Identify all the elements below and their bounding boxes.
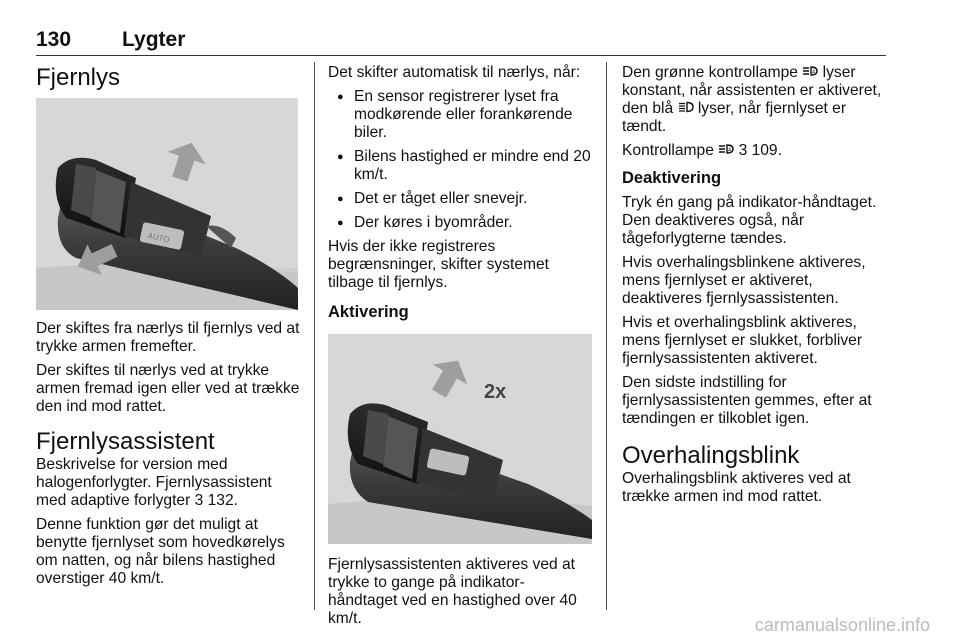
section-title-fjernlys: Fjernlys xyxy=(36,64,121,91)
paragraph-fallback: Hvis der ikke registreres begrænsninger, skifter systemet tilbage til fjernlys. xyxy=(328,238,550,291)
column-2-body xyxy=(328,556,594,634)
paragraph-auto-switch-intro: Det skifter automatisk til nærlys, når: xyxy=(328,64,581,81)
subsection-title-activation: Aktivering xyxy=(328,303,409,321)
svg-text:A: A xyxy=(728,147,732,154)
chapter-title: Lygter xyxy=(122,28,186,51)
condition-list xyxy=(328,88,594,232)
stalk-figure-high-beam xyxy=(36,98,298,310)
column-1-body xyxy=(36,320,304,594)
figure-label-2x: 2x xyxy=(484,381,507,403)
paragraph-activation: Fjernlysassistenten aktiveres ved at trykke to gange på indikator-håndtaget ved en hastighed over 40 km/t. xyxy=(328,556,577,627)
paragraph-deactivate: Tryk én gang på indikator-håndtaget. Den deaktiveres også, når tågeforlygterne tændes. xyxy=(622,194,877,247)
page-reference-icon-link[interactable]: 3 132. xyxy=(194,492,238,509)
column-divider-1 xyxy=(314,62,315,610)
stalk-illustration xyxy=(36,98,298,310)
auto-high-beam-icon xyxy=(718,142,734,160)
watermark-text: carmanualsonline.info xyxy=(754,615,930,635)
header-rule xyxy=(36,55,886,56)
section-title-overtaking: Overhalingsblink xyxy=(622,442,800,469)
paragraph-assistant-desc-text: Beskrivelse for version med halogenforlygter. Fjernlysassistent med adaptive forlygter xyxy=(36,456,272,509)
paragraph-flash-off: Hvis et overhalingsblink aktiveres, mens fjernlyset er slukket, forbliver fjernlysassistenten aktiveret. xyxy=(622,314,863,367)
paragraph-high-beam-off: Der skiftes til nærlys ved at trykke armen fremad igen eller ved at trække den ind mod rattet. xyxy=(36,362,300,415)
list-item: ● Der køres i byområder. xyxy=(328,214,594,232)
section-title-assistant: Fjernlysassistent xyxy=(36,428,215,455)
stalk-figure-activation xyxy=(328,334,592,544)
auto-high-beam-icon xyxy=(802,64,818,82)
svg-text:AUTO: AUTO xyxy=(146,231,171,245)
list-item: ● Det er tåget eller snevejr. xyxy=(328,190,594,208)
list-item: ● Bilens hastighed er mindre end 20 km/t. xyxy=(328,148,594,184)
page-reference-link[interactable]: 3 109. xyxy=(738,142,782,159)
svg-text:A: A xyxy=(812,69,816,76)
high-beam-icon xyxy=(678,100,694,118)
column-2 xyxy=(328,64,594,322)
lamp-ref-text: Kontrollampe xyxy=(622,142,719,159)
paragraph-assistant-function: Denne funktion gør det muligt at benytte fjernlyset som hovedkørelys om natten, og når bilens hastighed overstiger 40 km/t. xyxy=(36,516,285,587)
list-item: ● En sensor registrerer lyset fra modkørende eller forankørende biler. xyxy=(328,88,594,142)
column-3 xyxy=(622,64,892,512)
lamp-text-b: lyser konstant, når assistenten er aktiveret, den blå xyxy=(622,64,882,117)
paragraph-flash-active: Hvis overhalingsblinkene aktiveres, mens fjernlyset er aktiveret, deaktiveres fjernlysassistenten. xyxy=(622,254,866,307)
paragraph-indicator-lamps xyxy=(622,64,892,136)
paragraph-assistant-desc xyxy=(36,456,304,510)
lamp-text-a: Den grønne kontrollampe xyxy=(622,64,803,81)
column-1 xyxy=(36,64,304,92)
page-number: 130 xyxy=(36,28,72,51)
paragraph-high-beam-on: Der skiftes fra nærlys til fjernlys ved at trykke armen fremefter. xyxy=(36,320,300,355)
paragraph-lamp-reference xyxy=(622,142,892,160)
subsection-title-deactivation: Deaktivering xyxy=(622,169,722,187)
paragraph-setting-saved: Den sidste indstilling for fjernlysassistenten gemmes, efter at tændingen er tilkoblet igen. xyxy=(622,374,872,427)
column-divider-2 xyxy=(606,62,607,610)
paragraph-overtaking: Overhalingsblink aktiveres ved at trække armen ind mod rattet. xyxy=(622,470,851,505)
lamp-text-c: lyser, når fjernlyset er tændt. xyxy=(622,100,847,135)
page-header xyxy=(36,28,886,52)
stalk-activation-illustration xyxy=(328,334,592,544)
